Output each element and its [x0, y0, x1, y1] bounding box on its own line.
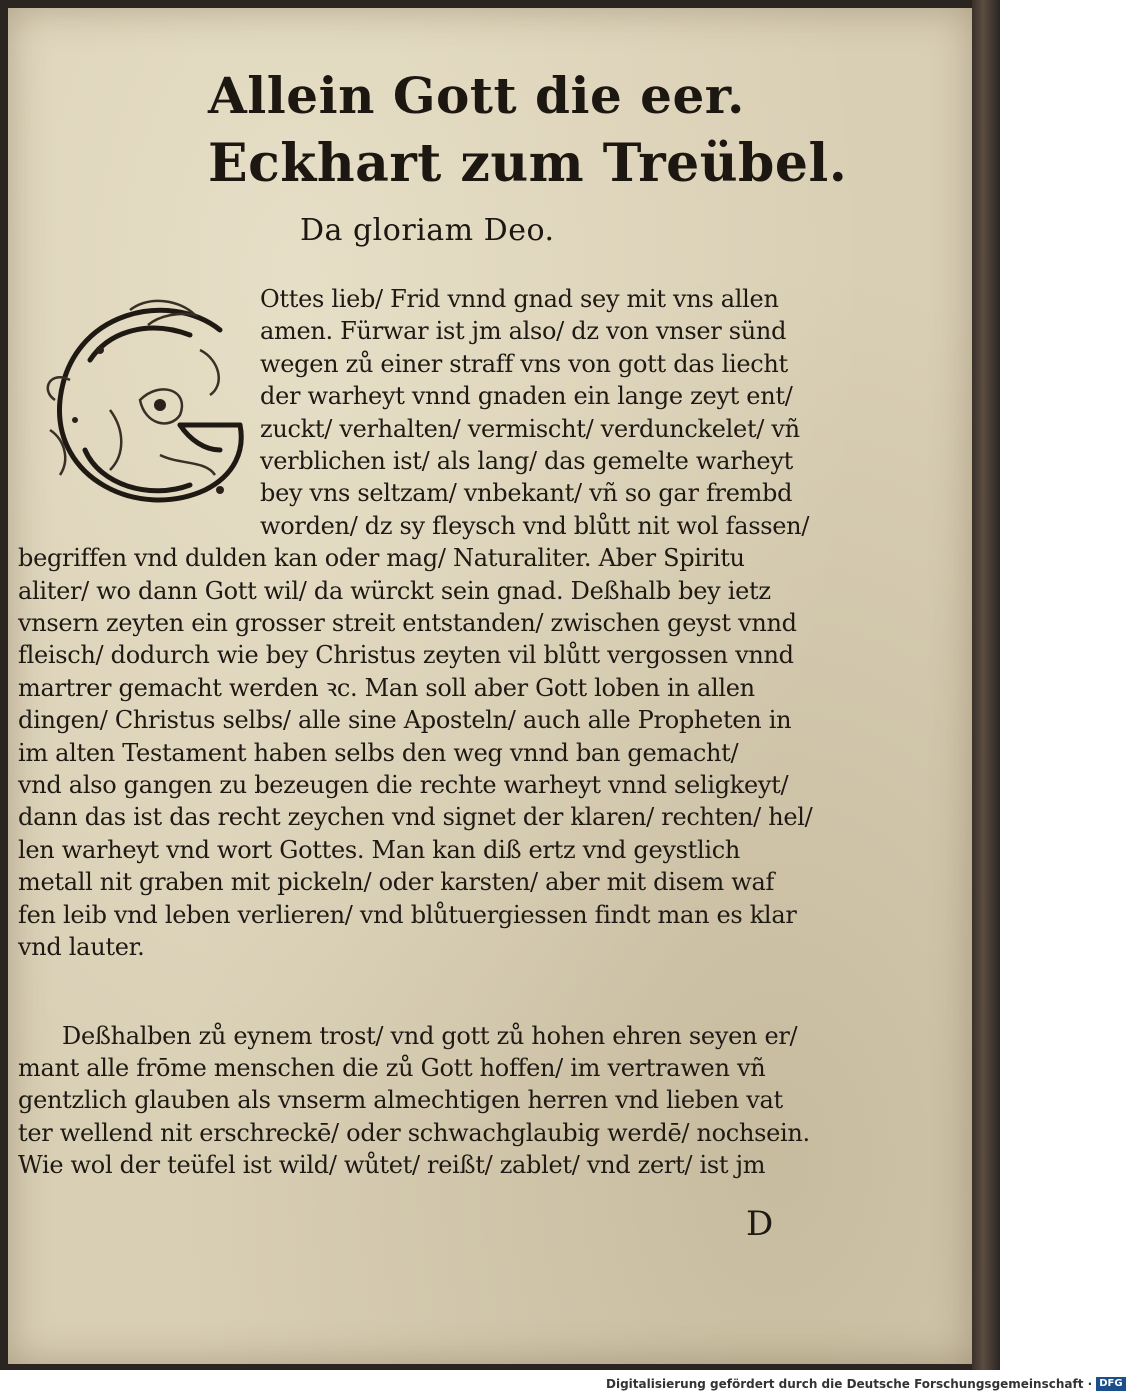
- text-line: len warheyt vnd wort Gottes. Man kan diß ertz vnd geystlich: [18, 835, 741, 864]
- text-line: verblichen ist/ als lang/ das gemelte warheyt: [260, 447, 793, 475]
- text-line: amen. Fürwar ist jm also/ dz von vnser sünd: [260, 317, 787, 346]
- text-line: Wie wol der teüfel ist wild/ wůtet/ reißt/ zablet/ vnd zert/ ist jm: [18, 1150, 766, 1179]
- book-page: [8, 8, 972, 1364]
- text-line: vnd lauter.: [18, 933, 145, 961]
- text-line: wegen zů einer straff vns von gott das liecht: [260, 349, 788, 378]
- text-line: vnd also gangen zu bezeugen die rechte warheyt vnnd seligkeyt/: [18, 771, 789, 799]
- footer-credit: [606, 1375, 1126, 1393]
- text-line: Deßhalben zů eynem trost/ vnd gott zů hohen ehren seyen er/: [62, 1022, 798, 1050]
- initial-letter: G: [135, 440, 136, 441]
- text-line: dann das ist das recht zeychen vnd signet der klaren/ rechten/ hel/: [18, 803, 813, 832]
- catchword: D: [746, 1204, 774, 1244]
- text-line: fleisch/ dodurch wie bey Christus zeyten vil blůtt vergossen vnnd: [18, 641, 794, 670]
- text-line: dingen/ Christus selbs/ alle sine Aposteln/ auch alle Propheten in: [18, 706, 792, 735]
- text-line: Ottes lieb/ Frid vnnd gnad sey mit vns allen: [260, 285, 779, 313]
- text-line: aliter/ wo dann Gott wil/ da würckt sein gnad. Deßhalb bey ietz: [18, 576, 771, 605]
- text-line: gentzlich glauben als vnserm almechtigen herren vnd lieben vat: [18, 1086, 783, 1115]
- text-line: begriffen vnd dulden kan oder mag/ Naturaliter. Aber Spiritu: [18, 544, 745, 573]
- text-line: fen leib vnd leben verlieren/ vnd blůtuergiessen findt man es klar: [18, 900, 797, 929]
- text-line: bey vns seltzam/ vnbekant/ vñ so gar frembd: [260, 479, 793, 508]
- page-edge: [972, 0, 1000, 1370]
- footer-text: Digitalisierung gefördert durch die Deutsche Forschungsgemeinschaft ·: [606, 1377, 1093, 1391]
- title-line-1: Allein Gott die eer.: [208, 66, 745, 125]
- dfg-logo: DFG: [1096, 1377, 1125, 1391]
- text-line: zuckt/ verhalten/ vermischt/ verdunckelet/ vñ: [260, 414, 800, 443]
- motto: Da gloriam Deo.: [300, 213, 555, 248]
- text-line: metall nit graben mit pickeln/ oder karsten/ aber mit disem waf: [18, 868, 775, 897]
- text-line: der warheyt vnnd gnaden ein lange zeyt ent/: [260, 382, 793, 411]
- decorated-initial-g: [30, 290, 270, 530]
- text-line: worden/ dz sy fleysch vnd blůtt nit wol fassen/: [260, 511, 810, 540]
- text-line: vnsern zeyten ein grosser streit entstanden/ zwischen geyst vnnd: [18, 609, 797, 637]
- text-line: im alten Testament haben selbs den weg vnnd ban gemacht/: [18, 738, 739, 767]
- text-line: ter wellend nit erschreckē/ oder schwachglaubig werdē/ nochsein.: [18, 1118, 810, 1147]
- title-line-2: Eckhart zum Treübel.: [208, 133, 848, 194]
- text-line: mant alle frōme menschen die zů Gott hoffen/ im vertrawen vñ: [18, 1054, 766, 1083]
- text-line: martrer gemacht werden ꝛc. Man soll aber Gott loben in allen: [18, 673, 755, 702]
